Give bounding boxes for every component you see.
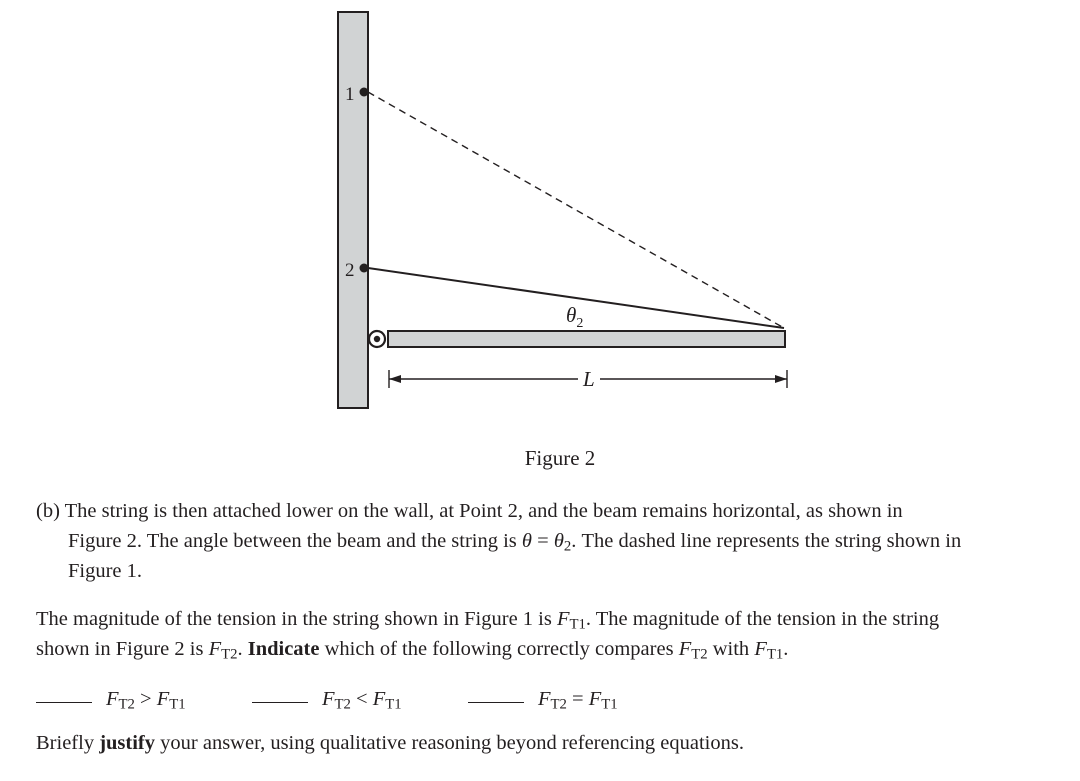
figure-caption: Figure 2: [524, 446, 596, 470]
point-1-dot: [360, 88, 369, 97]
length-label: L: [583, 367, 595, 391]
length-arrow-right: [775, 375, 787, 383]
point-1-label: 1: [345, 84, 355, 105]
point-2-dot: [360, 264, 369, 273]
justify-instruction: Briefly justify your answer, using qualitative reasoning beyond referencing equations.: [36, 732, 744, 754]
point-2-label: 2: [345, 260, 355, 281]
wall: [338, 12, 368, 408]
choice-equal[interactable]: $F_{T2} = F_{T1}$: [468, 688, 618, 714]
answer-blank[interactable]: [36, 702, 92, 703]
part-b-line-1: (b) The string is then attached lower on the wall, at Point 2, and the beam remains horizontal, as shown in: [36, 500, 903, 522]
pivot-center: [374, 336, 380, 342]
part-b-line-2: Figure 2. The angle between the beam and the string is $\theta = \theta_2$. The dashed line represents the string shown in: [68, 530, 962, 555]
answer-blank[interactable]: [252, 702, 308, 703]
choice-greater[interactable]: $F_{T2} > F_{T1}$: [36, 688, 186, 714]
beam: [388, 331, 785, 347]
question-line-2: shown in Figure 2 is $F_{T2}$. Indicate which of the following correctly compares $F_{T2}$ with $F_{T1}$.: [36, 638, 789, 663]
question-line-1: The magnitude of the tension in the string shown in Figure 1 is $F_{T1}$. The magnitude of the tension in the string: [36, 608, 940, 633]
part-b-line-3: Figure 1.: [68, 560, 143, 582]
angle-label: $\theta_2$: [566, 303, 584, 331]
dashed-string-figure-1: [368, 92, 784, 328]
choice-less[interactable]: $F_{T2} < F_{T1}$: [252, 688, 402, 714]
length-arrow-left: [389, 375, 401, 383]
answer-blank[interactable]: [468, 702, 524, 703]
